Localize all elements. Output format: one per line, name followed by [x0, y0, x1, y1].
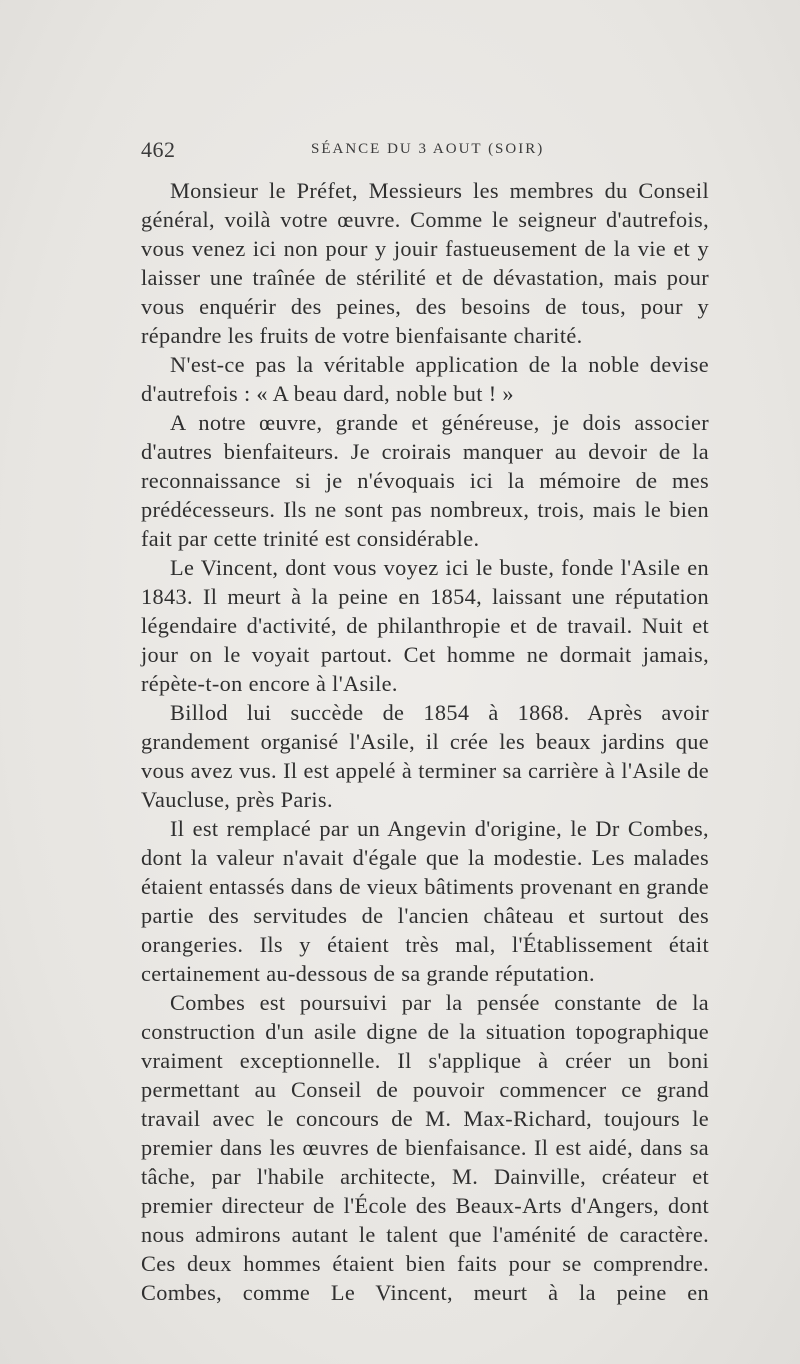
- page-header: [141, 137, 711, 167]
- paragraph-combes-construction: Combes est poursuivi par la pensée constante de la construction d'un asile digne de la situation topographique vraiment exceptionnelle. Il s'applique à créer un boni permettant au Conseil de pouvoir commencer ce grand travail avec le concours de M. Max-Richard, toujours le premier dans les œuvres de bienfaisance. Il est aidé, dans sa tâche, par l'habile architecte, M. Dainville, créateur et premier directeur de l'École des Beaux-Arts d'Angers, dont nous admirons autant le talent que l'aménité de caractère. Ces deux hommes étaient bien faits pour se comprendre. Combes, comme Le Vincent, meurt à la peine en: [141, 990, 709, 1305]
- paragraph-prefet: Monsieur le Préfet, Messieurs les membres du Conseil général, voilà votre œuvre. Comme le seigneur d'autrefois, vous venez ici non pour y jouir fastueusement de la vie et y laisser une traînée de stérilité et de dévastation, mais pour vous enquérir des peines, des besoins de tous, pour y répandre les fruits de votre bienfaisante charité.: [141, 178, 709, 348]
- paragraph-combes-remplace: Il est remplacé par un Angevin d'origine, le Dr Combes, dont la valeur n'avait d'égale que la modestie. Les malades étaient entassés dans de vieux bâtiments provenant en grande partie des servitudes de l'ancien château et surtout des orangeries. Ils y étaient très mal, l'Établissement était certainement au-dessous de sa grande réputation.: [141, 816, 709, 986]
- paragraph-bienfaiteurs: A notre œuvre, grande et généreuse, je dois associer d'autres bienfaiteurs. Je croirais manquer au devoir de la reconnaissance si je n'évoquais ici la mémoire de mes prédécesseurs. Ils ne sont pas nombreux, trois, mais le bien fait par cette trinité est considérable.: [141, 410, 709, 551]
- paragraph-devise: N'est-ce pas la véritable application de la noble devise d'autrefois : « A beau dard, noble but ! »: [141, 352, 709, 406]
- page-number: 462: [141, 137, 176, 162]
- paragraph-billod: Billod lui succède de 1854 à 1868. Après avoir grandement organisé l'Asile, il crée les beaux jardins que vous avez vus. Il est appelé à terminer sa carrière à l'Asile de Vaucluse, près Paris.: [141, 700, 709, 812]
- paragraph-le-vincent: Le Vincent, dont vous voyez ici le buste, fonde l'Asile en 1843. Il meurt à la peine en 1854, laissant une réputation légendaire d'activité, de philanthropie et de travail. Nuit et jour on le voyait partout. Cet homme ne dormait jamais, répète-t-on encore à l'Asile.: [141, 555, 709, 696]
- body-text: [141, 176, 709, 1307]
- running-head: SÉANCE DU 3 AOUT (SOIR): [311, 141, 545, 157]
